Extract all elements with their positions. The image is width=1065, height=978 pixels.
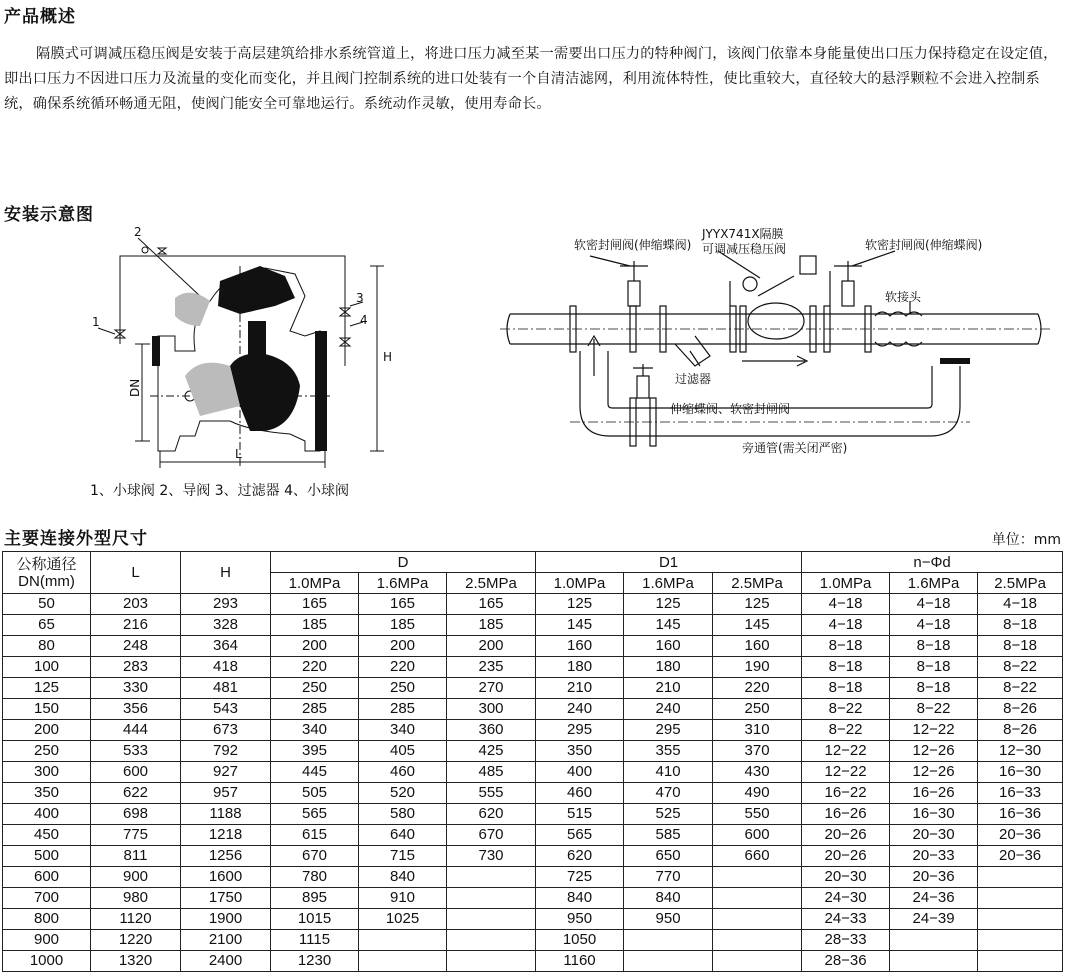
table-cell: 8−26 [978, 720, 1063, 741]
table-cell: 670 [447, 825, 536, 846]
install-title: 安装示意图 [4, 205, 94, 225]
table-cell [713, 909, 802, 930]
table-cell: 220 [713, 678, 802, 699]
table-cell: 210 [536, 678, 624, 699]
table-cell: 1000 [3, 951, 91, 972]
table-cell: 203 [91, 594, 181, 615]
table-cell: 425 [447, 741, 536, 762]
table-cell: 16−30 [890, 804, 978, 825]
header-d: D [271, 552, 536, 573]
table-cell: 24−33 [802, 909, 890, 930]
joint-label: 软接头 [885, 290, 922, 304]
table-cell: 180 [536, 657, 624, 678]
table-cell: 250 [3, 741, 91, 762]
table-cell: 145 [536, 615, 624, 636]
table-cell: 4−18 [978, 594, 1063, 615]
table-cell: 285 [271, 699, 359, 720]
table-row [3, 657, 1063, 678]
table-cell: 910 [359, 888, 447, 909]
table-cell: 670 [271, 846, 359, 867]
installation-diagram [490, 226, 1055, 464]
header-pressure: 1.0MPa [536, 573, 624, 594]
table-cell: 65 [3, 615, 91, 636]
table-cell: 1025 [359, 909, 447, 930]
table-cell: 481 [181, 678, 271, 699]
table-cell: 1218 [181, 825, 271, 846]
table-cell [447, 888, 536, 909]
table-cell: 8−22 [802, 699, 890, 720]
table-cell: 20−30 [802, 867, 890, 888]
table-cell [713, 867, 802, 888]
table-cell: 28−36 [802, 951, 890, 972]
table-cell: 200 [271, 636, 359, 657]
table-cell [447, 930, 536, 951]
table-cell: 2400 [181, 951, 271, 972]
table-cell: 715 [359, 846, 447, 867]
overview-title: 产品概述 [4, 7, 76, 27]
table-cell [713, 951, 802, 972]
table-cell: 160 [624, 636, 713, 657]
table-cell: 8−18 [802, 636, 890, 657]
table-cell: 555 [447, 783, 536, 804]
table-cell: 505 [271, 783, 359, 804]
table-row [3, 741, 1063, 762]
header-l: L [91, 552, 181, 594]
table-cell: 8−18 [978, 615, 1063, 636]
table-cell: 515 [536, 804, 624, 825]
table-cell: 840 [536, 888, 624, 909]
table-cell: 730 [447, 846, 536, 867]
table-cell [447, 951, 536, 972]
table-cell: 125 [713, 594, 802, 615]
table-cell: 80 [3, 636, 91, 657]
table-cell: 4−18 [802, 615, 890, 636]
table-cell: 460 [359, 762, 447, 783]
valve-label-h: H [383, 350, 393, 364]
table-cell: 550 [713, 804, 802, 825]
table-cell: 328 [181, 615, 271, 636]
table-cell: 165 [359, 594, 447, 615]
table-cell: 300 [3, 762, 91, 783]
table-cell: 1320 [91, 951, 181, 972]
table-cell [890, 930, 978, 951]
table-row [3, 783, 1063, 804]
table-cell: 125 [3, 678, 91, 699]
table-cell: 200 [3, 720, 91, 741]
valve-label-4: 4 [360, 313, 368, 327]
table-cell: 16−36 [978, 804, 1063, 825]
table-cell: 16−33 [978, 783, 1063, 804]
table-cell: 725 [536, 867, 624, 888]
table-cell: 418 [181, 657, 271, 678]
table-cell: 950 [536, 909, 624, 930]
table-cell: 270 [447, 678, 536, 699]
table-cell: 8−22 [978, 657, 1063, 678]
table-cell [447, 867, 536, 888]
table-cell: 900 [3, 930, 91, 951]
table-cell: 400 [536, 762, 624, 783]
table-cell: 792 [181, 741, 271, 762]
table-cell: 350 [536, 741, 624, 762]
table-cell: 12−26 [890, 741, 978, 762]
table-cell: 800 [3, 909, 91, 930]
table-cell: 300 [447, 699, 536, 720]
table-cell: 950 [624, 909, 713, 930]
table-cell: 28−33 [802, 930, 890, 951]
model-label-1: JYYX741X隔膜 [702, 227, 784, 241]
header-nd: n−Φd [802, 552, 1063, 573]
table-cell: 355 [624, 741, 713, 762]
table-cell: 543 [181, 699, 271, 720]
table-row [3, 867, 1063, 888]
table-cell: 470 [624, 783, 713, 804]
table-cell: 445 [271, 762, 359, 783]
table-cell: 16−26 [802, 804, 890, 825]
table-cell [624, 930, 713, 951]
valve-caption: 1、小球阀 2、导阀 3、过滤器 4、小球阀 [90, 483, 349, 499]
table-cell: 12−30 [978, 741, 1063, 762]
table-cell: 460 [536, 783, 624, 804]
table-cell [624, 951, 713, 972]
model-label-2: 可调减压稳压阀 [702, 242, 787, 256]
table-cell: 585 [624, 825, 713, 846]
table-cell: 8−22 [802, 720, 890, 741]
table-cell: 200 [447, 636, 536, 657]
table-row [3, 615, 1063, 636]
table-cell: 240 [536, 699, 624, 720]
table-row [3, 825, 1063, 846]
table-cell: 100 [3, 657, 91, 678]
table-cell: 200 [359, 636, 447, 657]
table-cell: 1115 [271, 930, 359, 951]
table-cell: 430 [713, 762, 802, 783]
table-cell: 310 [713, 720, 802, 741]
table-cell: 4−18 [802, 594, 890, 615]
table-cell: 8−18 [802, 678, 890, 699]
table-cell: 1900 [181, 909, 271, 930]
table-cell: 533 [91, 741, 181, 762]
table-cell: 250 [713, 699, 802, 720]
table-cell [978, 867, 1063, 888]
table-cell [890, 951, 978, 972]
table-cell: 20−30 [890, 825, 978, 846]
table-cell: 600 [3, 867, 91, 888]
table-cell: 364 [181, 636, 271, 657]
table-cell: 900 [91, 867, 181, 888]
table-cell: 145 [624, 615, 713, 636]
table-cell: 283 [91, 657, 181, 678]
table-cell: 600 [713, 825, 802, 846]
left-valve-label: 软密封闸阀(伸缩蝶阀) [574, 238, 692, 252]
table-cell: 565 [271, 804, 359, 825]
table-cell: 525 [624, 804, 713, 825]
table-cell: 8−18 [802, 657, 890, 678]
table-cell: 285 [359, 699, 447, 720]
table-cell: 185 [271, 615, 359, 636]
table-cell: 12−22 [802, 741, 890, 762]
table-cell: 125 [624, 594, 713, 615]
table-cell: 895 [271, 888, 359, 909]
table-cell: 20−33 [890, 846, 978, 867]
table-row [3, 846, 1063, 867]
table-row [3, 951, 1063, 972]
table-cell: 210 [624, 678, 713, 699]
table-cell: 12−22 [802, 762, 890, 783]
table-cell [978, 930, 1063, 951]
table-cell: 622 [91, 783, 181, 804]
table-cell: 811 [91, 846, 181, 867]
table-cell: 165 [271, 594, 359, 615]
table-cell: 125 [536, 594, 624, 615]
table-cell: 356 [91, 699, 181, 720]
table-cell: 520 [359, 783, 447, 804]
header-h: H [181, 552, 271, 594]
table-cell: 250 [271, 678, 359, 699]
table-cell: 615 [271, 825, 359, 846]
header-pressure: 1.6MPa [624, 573, 713, 594]
table-cell: 340 [271, 720, 359, 741]
header-dn: 公称通径 DN(mm) [3, 552, 91, 594]
filter-label: 过滤器 [675, 372, 712, 386]
valve-label-3: 3 [356, 291, 364, 305]
table-cell: 180 [624, 657, 713, 678]
table-cell: 698 [91, 804, 181, 825]
table-cell: 190 [713, 657, 802, 678]
valve-label-l: L [235, 447, 242, 461]
table-cell: 650 [624, 846, 713, 867]
table-cell: 485 [447, 762, 536, 783]
table-cell: 405 [359, 741, 447, 762]
table-cell: 240 [624, 699, 713, 720]
table-cell: 580 [359, 804, 447, 825]
table-cell: 927 [181, 762, 271, 783]
table-cell: 145 [713, 615, 802, 636]
table-cell: 640 [359, 825, 447, 846]
table-cell: 957 [181, 783, 271, 804]
table-cell [447, 909, 536, 930]
table-cell: 500 [3, 846, 91, 867]
header-pressure: 1.0MPa [271, 573, 359, 594]
table-cell: 840 [624, 888, 713, 909]
table-row [3, 636, 1063, 657]
table-cell: 160 [536, 636, 624, 657]
table-cell [978, 909, 1063, 930]
table-cell: 1120 [91, 909, 181, 930]
table-cell: 20−36 [978, 846, 1063, 867]
header-pressure: 2.5MPa [713, 573, 802, 594]
table-cell: 248 [91, 636, 181, 657]
table-cell: 1256 [181, 846, 271, 867]
table-cell: 216 [91, 615, 181, 636]
table-row [3, 720, 1063, 741]
table-cell: 360 [447, 720, 536, 741]
table-cell: 295 [624, 720, 713, 741]
table-cell: 980 [91, 888, 181, 909]
header-pressure: 1.6MPa [359, 573, 447, 594]
table-cell: 340 [359, 720, 447, 741]
table-row [3, 762, 1063, 783]
table-cell: 12−22 [890, 720, 978, 741]
table-cell: 770 [624, 867, 713, 888]
table-cell: 20−36 [890, 867, 978, 888]
table-cell: 600 [91, 762, 181, 783]
valve-label-dn: DN [128, 378, 142, 397]
table-cell: 565 [536, 825, 624, 846]
table-row [3, 594, 1063, 615]
table-cell: 8−26 [978, 699, 1063, 720]
header-pressure: 1.6MPa [890, 573, 978, 594]
table-row [3, 888, 1063, 909]
table-cell: 1750 [181, 888, 271, 909]
valve-label-1: 1 [92, 315, 100, 329]
table-cell: 4−18 [890, 594, 978, 615]
dimensions-table [2, 551, 1063, 972]
table-cell: 293 [181, 594, 271, 615]
header-pressure: 1.0MPa [802, 573, 890, 594]
overview-paragraph [4, 42, 1062, 117]
table-cell: 700 [3, 888, 91, 909]
table-cell: 1160 [536, 951, 624, 972]
table-cell [359, 951, 447, 972]
table-cell: 370 [713, 741, 802, 762]
table-cell: 450 [3, 825, 91, 846]
header-pressure: 2.5MPa [978, 573, 1063, 594]
table-cell [978, 951, 1063, 972]
table-cell: 780 [271, 867, 359, 888]
table-cell: 250 [359, 678, 447, 699]
table-cell: 620 [536, 846, 624, 867]
table-cell: 16−26 [890, 783, 978, 804]
table-cell: 24−36 [890, 888, 978, 909]
table-cell: 24−30 [802, 888, 890, 909]
table-cell: 673 [181, 720, 271, 741]
table-row [3, 678, 1063, 699]
table-cell: 840 [359, 867, 447, 888]
table-cell: 660 [713, 846, 802, 867]
table-cell: 395 [271, 741, 359, 762]
table-row [3, 699, 1063, 720]
table-cell: 330 [91, 678, 181, 699]
right-valve-label: 软密封闸阀(伸缩蝶阀) [865, 238, 983, 252]
table-cell: 295 [536, 720, 624, 741]
table-cell [713, 930, 802, 951]
table-cell: 400 [3, 804, 91, 825]
overview-text: 隔膜式可调减压稳压阀是安装于高层建筑给排水系统管道上，将进口压力减至某一需要出口压力的特种阀门，该阀门依靠本身能量使出口压力保持稳定在设定值，即出口压力不因进口压力及流量的变化而变化，并且阀门控制系统的进口处装有一个自清洁滤网，利用流体特性，使比重较大，直径较大的悬浮颗粒不会进入控制系统，确保系统循环畅通无阻，使阀门能安全可靠地运行。系统动作灵敏，使用寿命长。 [4, 46, 1058, 112]
table-cell: 220 [359, 657, 447, 678]
table-cell: 4−18 [890, 615, 978, 636]
table-cell: 20−36 [978, 825, 1063, 846]
table-row [3, 930, 1063, 951]
table-cell: 1600 [181, 867, 271, 888]
header-pressure: 2.5MPa [447, 573, 536, 594]
table-row [3, 909, 1063, 930]
header-d1: D1 [536, 552, 802, 573]
table-cell: 160 [713, 636, 802, 657]
table-cell: 620 [447, 804, 536, 825]
table-cell: 8−18 [978, 636, 1063, 657]
table-cell: 444 [91, 720, 181, 741]
table-cell: 165 [447, 594, 536, 615]
table-cell: 185 [359, 615, 447, 636]
table-cell [359, 930, 447, 951]
table-cell: 2100 [181, 930, 271, 951]
valve-section-diagram [90, 226, 400, 476]
table-cell: 8−18 [890, 657, 978, 678]
table-cell: 220 [271, 657, 359, 678]
table-cell: 1050 [536, 930, 624, 951]
table-cell: 490 [713, 783, 802, 804]
table-cell: 50 [3, 594, 91, 615]
table-cell: 20−26 [802, 825, 890, 846]
table-cell: 24−39 [890, 909, 978, 930]
table-body [3, 594, 1063, 972]
table-cell: 775 [91, 825, 181, 846]
table-cell: 410 [624, 762, 713, 783]
table-cell [713, 888, 802, 909]
table-cell: 185 [447, 615, 536, 636]
bypass-valve-label: 伸缩蝶阀、软密封闸阀 [670, 402, 791, 416]
table-cell: 235 [447, 657, 536, 678]
table-cell: 1188 [181, 804, 271, 825]
valve-label-2: 2 [134, 226, 142, 239]
unit-label: 单位：mm [991, 532, 1061, 548]
table-cell: 20−26 [802, 846, 890, 867]
dims-title: 主要连接外型尺寸 [4, 529, 148, 549]
table-cell: 8−22 [978, 678, 1063, 699]
table-cell [978, 888, 1063, 909]
table-cell: 1220 [91, 930, 181, 951]
bypass-pipe-label: 旁通管(需关闭严密) [742, 441, 848, 455]
table-cell: 8−18 [890, 678, 978, 699]
table-cell: 12−26 [890, 762, 978, 783]
table-cell: 1230 [271, 951, 359, 972]
table-cell: 16−30 [978, 762, 1063, 783]
table-row [3, 804, 1063, 825]
table-cell: 16−22 [802, 783, 890, 804]
table-cell: 8−18 [890, 636, 978, 657]
table-cell: 8−22 [890, 699, 978, 720]
table-cell: 1015 [271, 909, 359, 930]
table-cell: 150 [3, 699, 91, 720]
table-cell: 350 [3, 783, 91, 804]
